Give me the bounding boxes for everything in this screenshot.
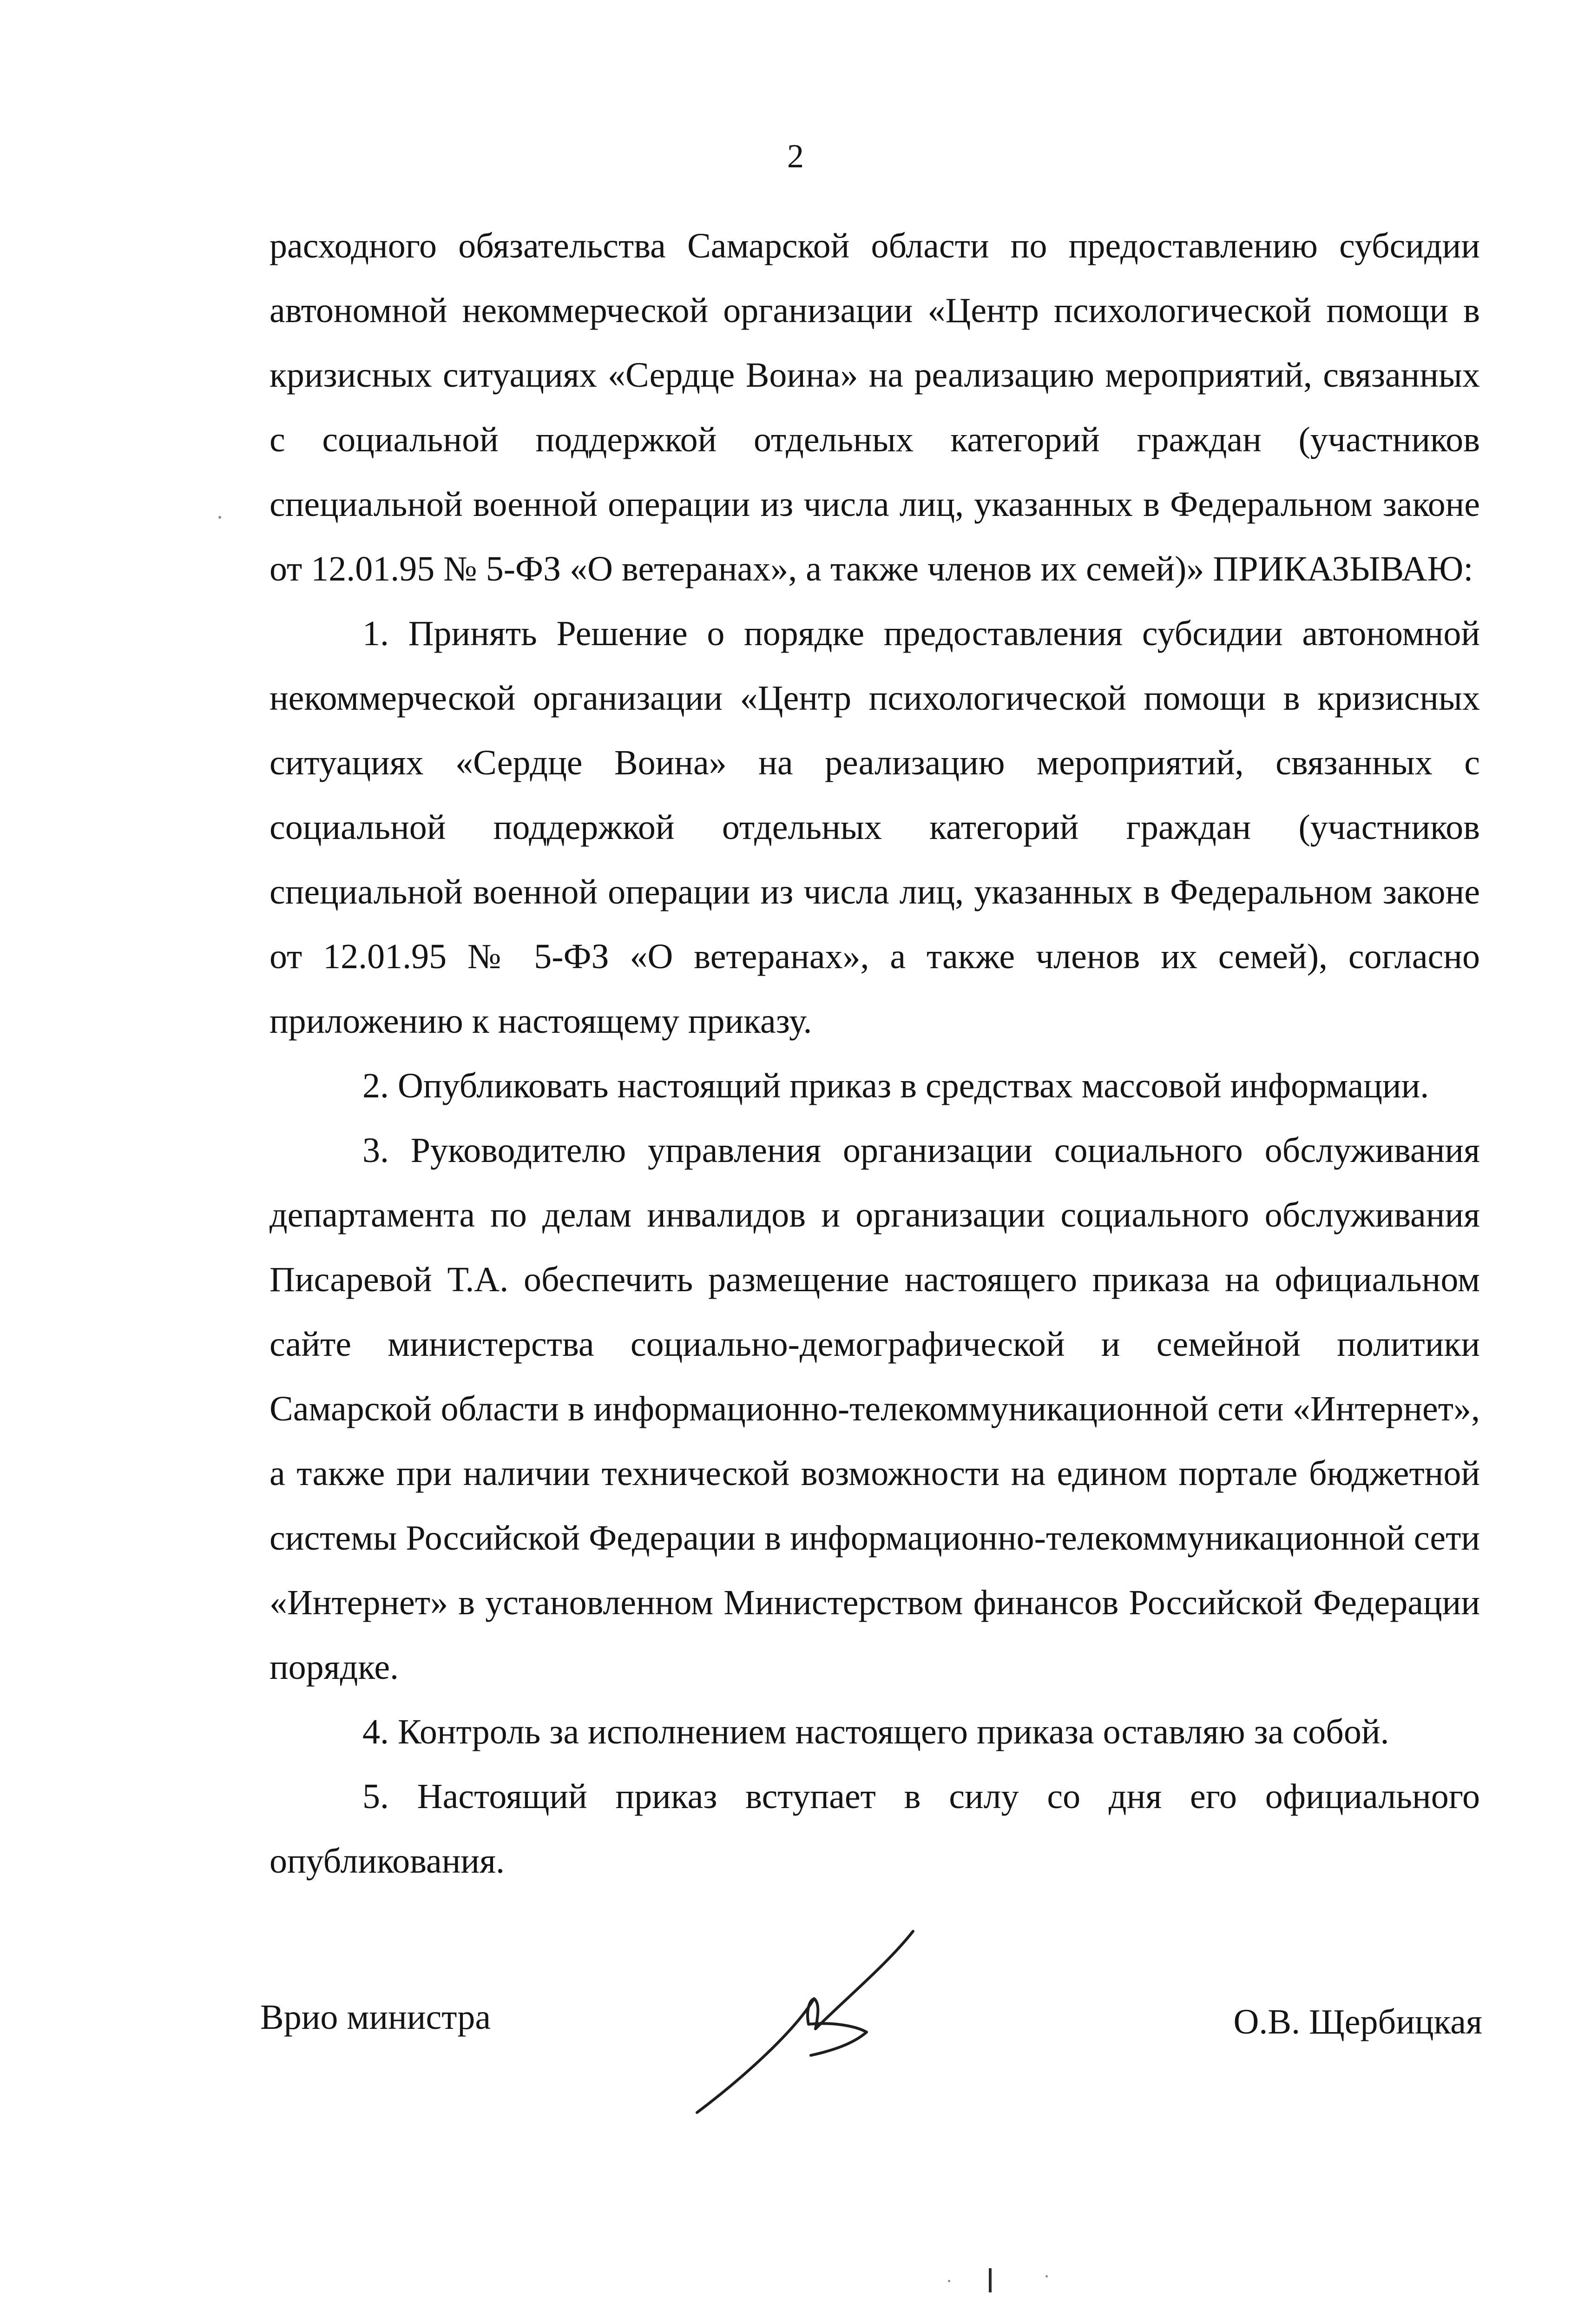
page-number: 2	[787, 138, 804, 175]
scan-speck	[948, 2280, 950, 2282]
signatory-title: Врио министра	[260, 1998, 491, 2037]
scan-mark	[989, 2268, 992, 2292]
scan-speck	[218, 516, 221, 519]
preamble-paragraph: расходного обязательства Самарской области по предоставлению субсидии автономной некоммерческой организации «Центр психологической помощи в кризисных ситуациях «Сердце Воина» на реализацию мероприятий, связанных с социальной поддержкой отдельных категорий граждан (участников специальной военной операции из числа лиц, указанных в Федеральном законе от 12.01.95 № 5-ФЗ «О ветеранах», а также членов их семей)» ПРИКАЗЫВАЮ:	[270, 226, 1480, 588]
order-body	[270, 214, 1480, 1894]
order-item-3: 3. Руководителю управления организации социального обслуживания департамента по делам инвалидов и организации социального обслуживания Писаревой Т.А. обеспечить размещение настоящего приказа на официальном сайте министерства социально-демографической и семейной политики Самарской области в информационно-телекоммуникационной сети «Интернет», а также при наличии технической возможности на едином портале бюджетной системы Российской Федерации в информационно-телекоммуникационной сети «Интернет» в установленном Министерством финансов Российской Федерации порядке.	[270, 1131, 1480, 1687]
order-item-1: 1. Принять Решение о порядке предоставления субсидии автономной некоммерческой организации «Центр психологической помощи в кризисных ситуациях «Сердце Воина» на реализацию мероприятий, связанных с социальной поддержкой отдельных категорий граждан (участников специальной военной операции из числа лиц, указанных в Федеральном законе от 12.01.95 № 5-ФЗ «О ветеранах», а также членов их семей), согласно приложению к настоящему приказу.	[270, 614, 1480, 1041]
order-item-5: 5. Настоящий приказ вступает в силу со дня его официального опубликования.	[270, 1777, 1480, 1881]
order-item-4: 4. Контроль за исполнением настоящего приказа оставляю за собой.	[362, 1712, 1389, 1751]
order-item-2: 2. Опубликовать настоящий приказ в средствах массовой информации.	[362, 1066, 1429, 1105]
scan-speck	[1045, 2275, 1048, 2278]
handwritten-signature-icon	[692, 1920, 925, 2115]
signatory-name: О.В. Щербицкая	[1233, 2002, 1482, 2041]
